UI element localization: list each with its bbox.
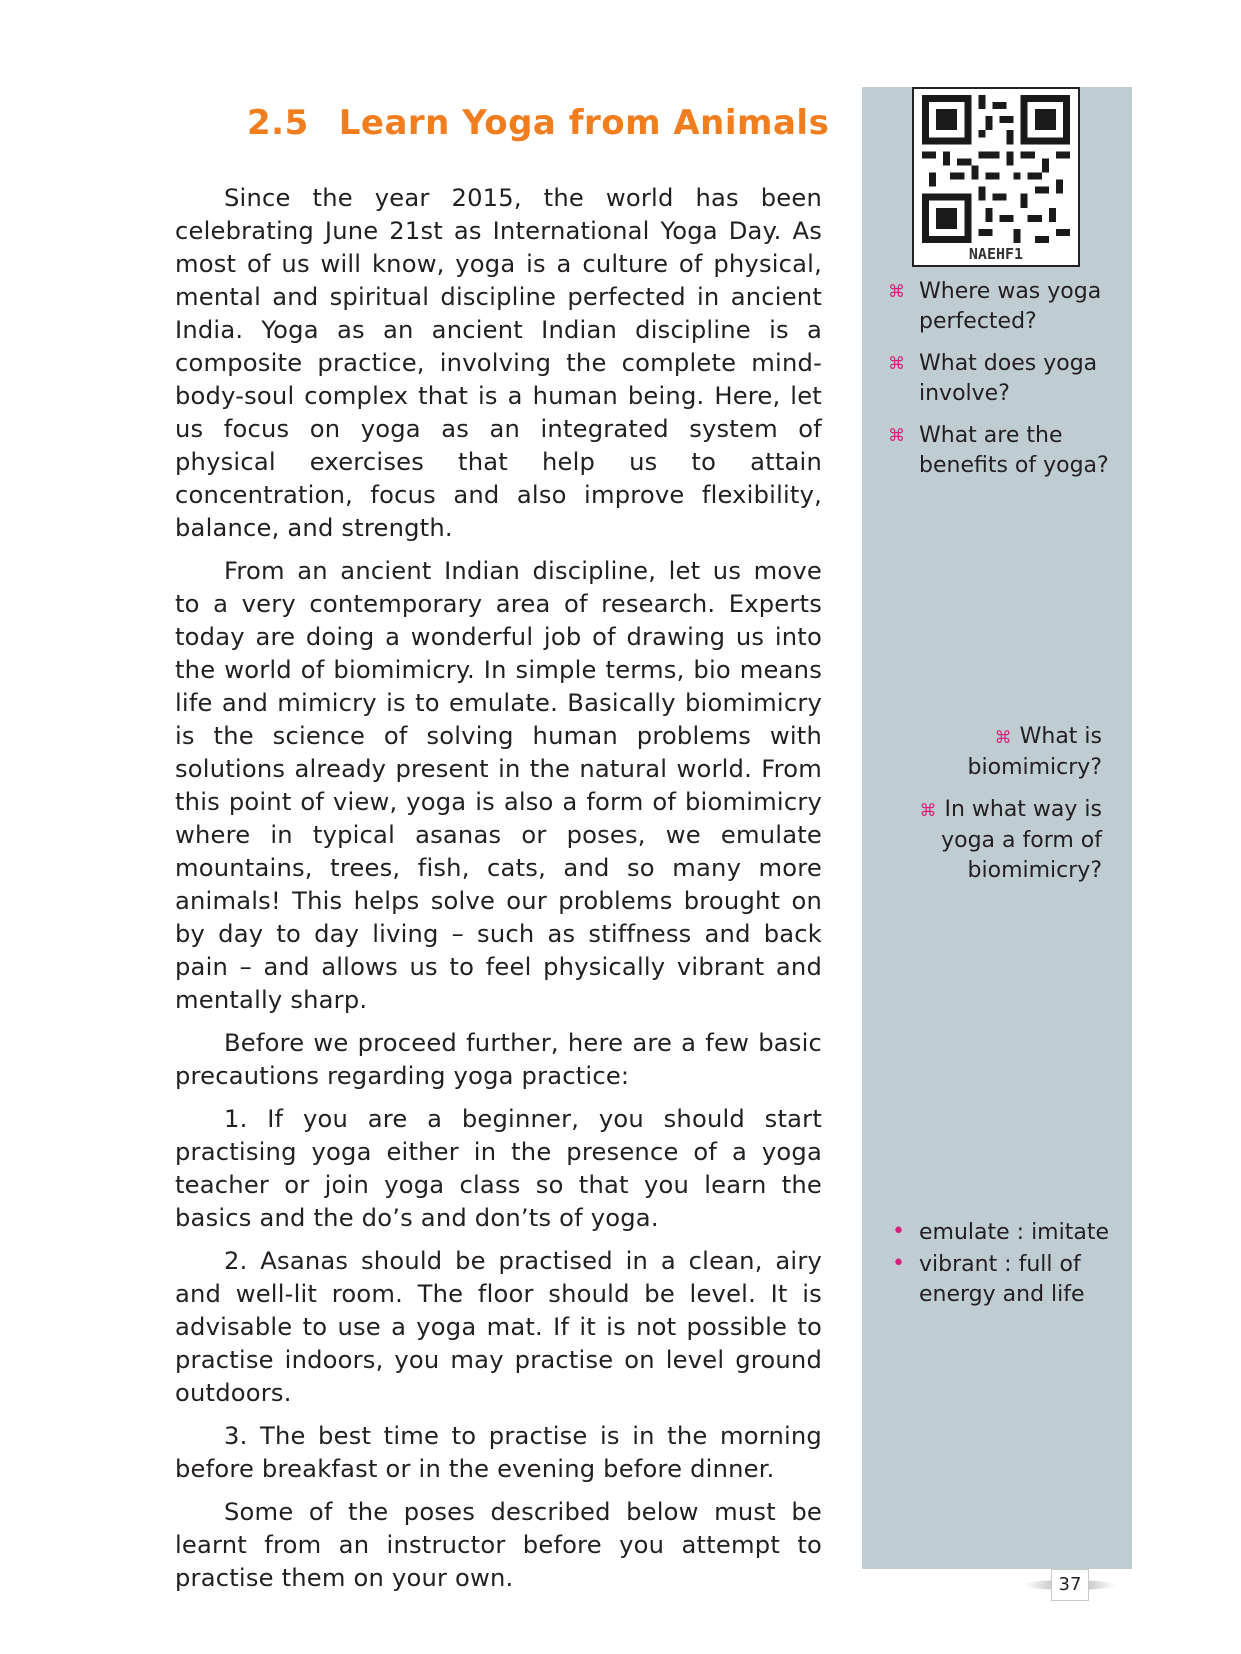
glossary [888, 1218, 1128, 1312]
command-bullet-icon: ⌘ [994, 728, 1012, 748]
page-number-tab [1024, 1569, 1116, 1601]
section-number: 2.5 [247, 103, 309, 143]
paragraph: Before we proceed further, here are a few basic precautions regarding yoga practice: [175, 1029, 822, 1090]
paragraph: From an ancient Indian discipline, let us move to a very contemporary area of research. Experts today are doing a wonderful job of drawing us into the world of biomimicry. In simple terms, bio means life and mimicry is to emulate. Basically biomimicry is the science of solving human problems with solutions already present in the natural world. From this point of view, yoga is also a form of biomimicry where in typical asanas or poses, we emulate mountains, trees, fish, cats, and so many more animals! This helps solve our problems brought on by day to day living – such as stiffness and back pain – and allows us to feel physically vibrant and mentally sharp. [175, 557, 822, 1014]
dot-bullet-icon: • [892, 1251, 905, 1276]
glossary-text: emulate : imitate [919, 1220, 1109, 1245]
question-item [888, 421, 1128, 481]
glossary-text: vibrant : full of energy and life [919, 1252, 1085, 1307]
guiding-questions [888, 277, 1128, 493]
question-text: What are the benefits of yoga? [919, 423, 1109, 478]
command-bullet-icon: ⌘ [888, 426, 905, 446]
qr-code-label: NAEHF1 [968, 245, 1024, 263]
question-text: What is biomimicry? [967, 724, 1102, 780]
command-bullet-icon: ⌘ [888, 354, 905, 374]
question-text: In what way is yoga a form of biomimicry? [941, 797, 1102, 883]
question-item [888, 349, 1128, 409]
question-text: What does yoga involve? [919, 351, 1098, 406]
glossary-item [888, 1250, 1128, 1310]
paragraph: Some of the poses described below must be learnt from an instructor before you attempt to practise them on your own. [175, 1498, 822, 1592]
precaution-2: 2. Asanas should be practised in a clean, airy and well-lit room. The floor should be level. It is advisable to use a yoga mat. If it is not possible to practise indoors, you may practise on level ground outdoors. [175, 1247, 822, 1407]
precaution-1: 1. If you are a beginner, you should start practising yoga either in the presence of a yoga teacher or join yoga class so that you learn the basics and the do’s and don’ts of yoga. [175, 1105, 822, 1232]
glossary-item [888, 1218, 1128, 1248]
main-text [175, 182, 822, 1605]
page-number: 37 [1051, 1569, 1089, 1601]
section-heading [247, 103, 829, 143]
question-text: Where was yoga perfected? [919, 279, 1102, 334]
question-item [888, 277, 1128, 337]
question-item [880, 722, 1102, 783]
command-bullet-icon: ⌘ [888, 282, 905, 302]
qr-code-image [922, 95, 1070, 243]
qr-code[interactable] [912, 87, 1080, 267]
question-item [880, 795, 1102, 886]
precaution-3: 3. The best time to practise is in the morning before breakfast or in the evening before dinner. [175, 1422, 822, 1483]
paragraph: Since the year 2015, the world has been celebrating June 21st as International Yoga Day. As most of us will know, yoga is a culture of physical, mental and spiritual discipline perfected in ancient India. Yoga as an ancient Indian discipline is a composite practice, involving the complete mind-body-soul complex that is a human being. Here, let us focus on yoga as an integrated system of physical exercises that help us to attain concentration, focus and also improve flexibility, balance, and strength. [175, 184, 822, 542]
command-bullet-icon: ⌘ [919, 801, 937, 821]
guiding-questions-biomimicry [880, 722, 1102, 898]
dot-bullet-icon: • [892, 1219, 905, 1244]
section-title: Learn Yoga from Animals [338, 103, 830, 143]
